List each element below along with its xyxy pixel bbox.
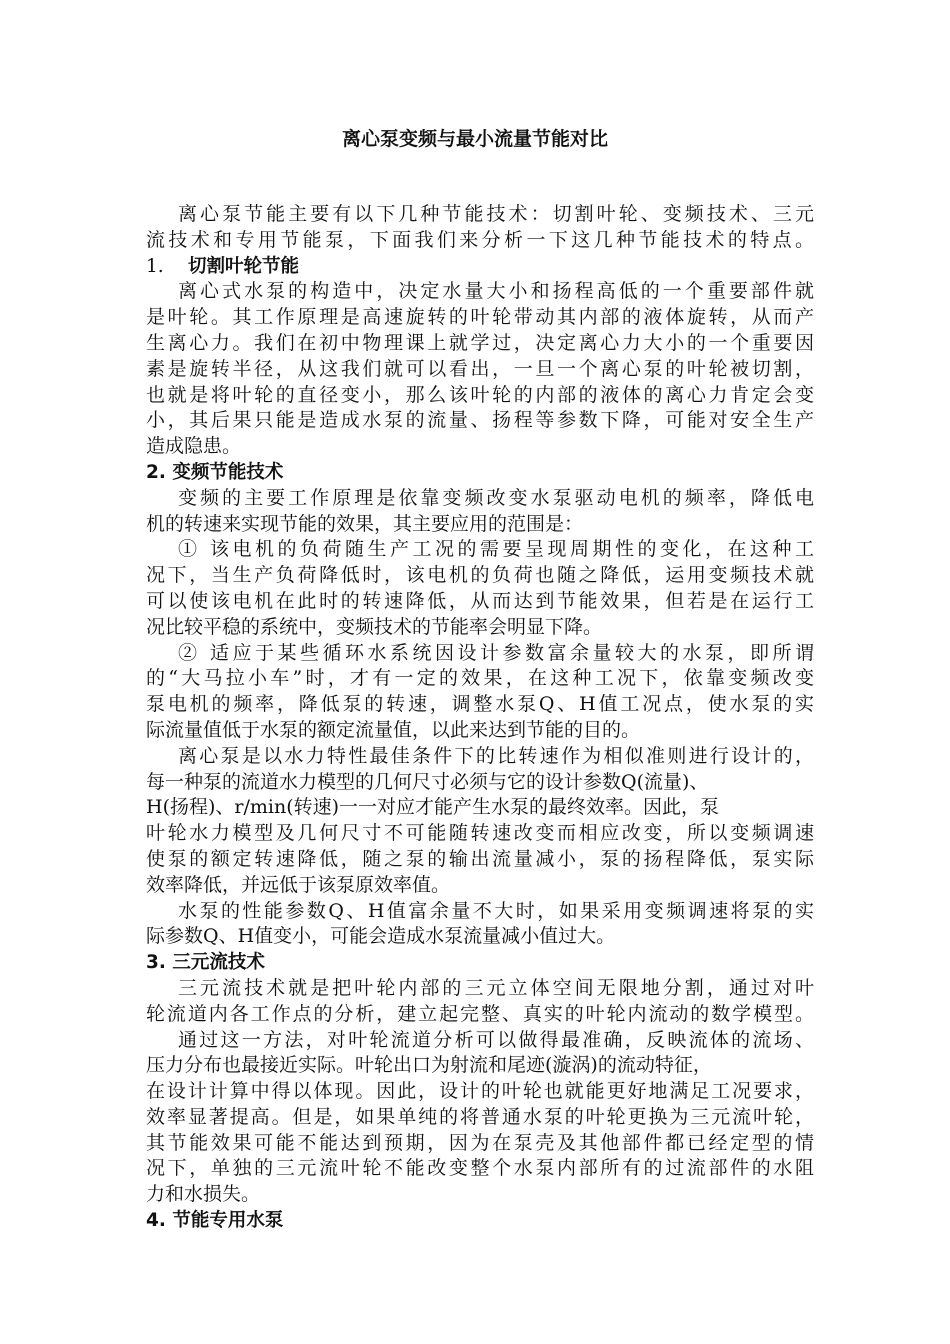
paragraph-last-line: 际参数Q、H值变小，可能会造成水泵流量减小值过大。 (146, 925, 616, 948)
section-heading: 4. 节能专用水泵 (146, 1210, 284, 1232)
text-line: 是叶轮。其工作原理是高速旋转的叶轮带动其内部的液体旋转，从而产 (146, 306, 814, 329)
paragraph-last-line: 力和水损失。 (146, 1183, 261, 1206)
section-heading: 2. 变频节能技术 (146, 461, 284, 483)
section-number: 1. (146, 255, 164, 277)
text-line: 也就是将叶轮的直径变小，那么该叶轮的内部的液体的离心力肯定会变 (146, 383, 814, 406)
text-line: 况下，单独的三元流叶轮不能改变整个水泵内部所有的过流部件的水阻 (146, 1157, 814, 1180)
text-line: 的“大马拉小车”时，才有一定的效果，在这种工况下，依靠变频改变 (146, 667, 814, 690)
paragraph-last-line: 造成隐患。 (146, 435, 242, 458)
section-heading: 3. 三元流技术 (146, 952, 265, 974)
text-line: 流技术和专用节能泵，下面我们来分析一下这几种节能技术的特点。 (146, 228, 814, 251)
text-line: 叶轮水力模型及几何尺寸不可能随转速改变而相应改变，所以变频调速 (146, 822, 814, 845)
text-line: 其节能效果可能不能达到预期，因为在泵壳及其他部件都已经定型的情 (146, 1131, 814, 1154)
text-line: 使泵的额定转速降低，随之泵的输出流量减小，泵的扬程降低，泵实际 (146, 847, 814, 870)
document-title: 离心泵变频与最小流量节能对比 (341, 128, 608, 150)
text-line: 生离心力。我们在初中物理课上就学过，决定离心力大小的一个重要因 (146, 331, 814, 354)
paragraph-first-line: 水泵的性能参数Q、H值富余量不大时，如果采用变频调速将泵的实 (178, 899, 814, 922)
text-line: 效率显著提高。但是，如果单纯的将普通水泵的叶轮更换为三元流叶轮， (146, 1105, 814, 1128)
paragraph-first-line: ② 适应于某些循环水系统因设计参数富余量较大的水泵，即所谓 (178, 641, 814, 664)
paragraph-last-line: 效率降低，并远低于该泵原效率值。 (146, 873, 451, 896)
paragraph-last-line: 机的转速来实现节能的效果，其主要应用的范围是： (146, 512, 584, 535)
text-line: 在设计计算中得以体现。因此，设计的叶轮也就能更好地满足工况要求， (146, 1080, 814, 1103)
paragraph-first-line: 离心泵是以水力特性最佳条件下的比转速作为相似准则进行设计的， (178, 744, 814, 767)
text-line: 况下，当生产负荷降低时，该电机的负荷也随之降低，运用变频技术就 (146, 564, 814, 587)
section-heading-text: 切割叶轮节能 (188, 255, 300, 277)
paragraph-first-line: 离心泵节能主要有以下几种节能技术：切割叶轮、变频技术、三元 (178, 203, 814, 225)
paragraph-last-line: 况比较平稳的系统中，变频技术的节能率会明显下降。 (146, 615, 603, 638)
text-line: 可以使该电机在此时的转速降低，从而达到节能效果，但若是在运行工 (146, 589, 814, 612)
section-heading (146, 254, 814, 280)
text-line: 泵电机的频率，降低泵的转速，调整水泵Q、H值工况点，使水泵的实 (146, 693, 814, 716)
paragraph-first-line: 三元流技术就是把叶轮内部的三元立体空间无限地分割，通过对叶 (178, 976, 814, 999)
text-line: 素是旋转半径，从这我们就可以看出，一旦一个离心泵的叶轮被切割， (146, 357, 814, 380)
document-body (146, 202, 814, 1234)
paragraph-last-line: 际流量值低于水泵的额定流量值，以此来达到节能的目的。 (146, 718, 641, 741)
paragraph-first-line: ① 该电机的负荷随生产工况的需要呈现周期性的变化，在这种工 (178, 538, 814, 561)
paragraph-first-line: 通过这一方法，对叶轮流道分析可以做得最准确，反映流体的流场、 (178, 1028, 814, 1051)
paragraph-first-line: 离心式水泵的构造中，决定水量大小和扬程高低的一个重要部件就 (178, 280, 814, 303)
paragraph-last-line: 每一种泵的流道水力模型的几何尺寸必须与它的设计参数Q(流量)、 (146, 770, 709, 793)
paragraph-last-line: H(扬程)、r/min(转速)一一对应才能产生水泵的最终效率。因此，泵 (146, 796, 720, 819)
text-line: 小，其后果只能是造成水泵的流量、扬程等参数下降，可能对安全生产 (146, 409, 814, 432)
paragraph-first-line: 变频的主要工作原理是依靠变频改变水泵驱动电机的频率，降低电 (178, 486, 814, 509)
text-line: 轮流道内各工作点的分析，建立起完整、真实的叶轮内流动的数学模型。 (146, 1002, 814, 1025)
paragraph-last-line: 压力分布也最接近实际。叶轮出口为射流和尾迹(漩涡)的流动特征， (146, 1054, 712, 1077)
